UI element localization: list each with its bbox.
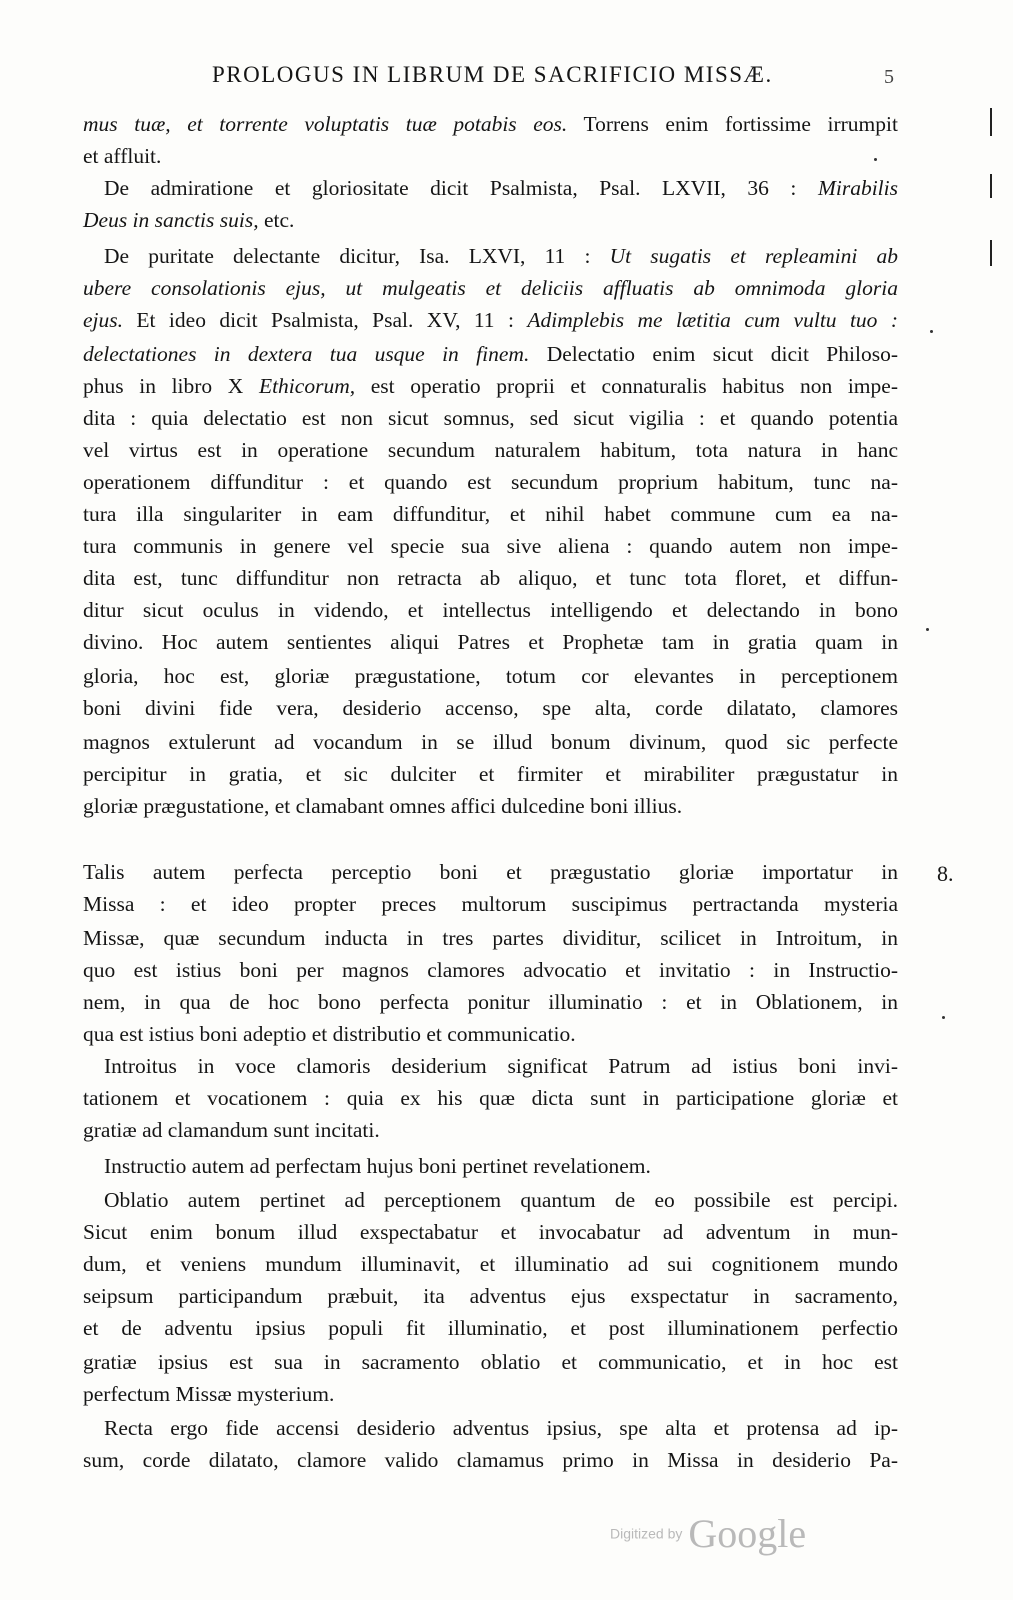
text-line: qua est istius boni adeptio et distributio et communicatio. <box>83 1022 576 1046</box>
text-line: sum, corde dilatato, clamore valido clamamus primo in Missa in desiderio Pa- <box>83 1448 898 1472</box>
text-line: perfectum Missæ mysterium. <box>83 1382 335 1406</box>
text-line: Instructio autem ad perfectam hujus boni pertinet revelationem. <box>104 1154 651 1178</box>
scan-edge-mark <box>990 174 992 198</box>
text-line: magnos extulerunt ad vocandum in se illud bonum divinum, quod sic perfecte <box>83 730 898 754</box>
text-line: phus in libro X Ethicorum, est operatio proprii et connaturalis habitus non impe- <box>83 374 898 398</box>
text-line: Recta ergo fide accensi desiderio adventus ipsius, spe alta et protensa ad ip- <box>104 1416 898 1440</box>
text-line: dita est, tunc diffunditur non retracta ab aliquo, et tunc tota floret, et diffun- <box>83 566 898 590</box>
text-line: tura illa singulariter in eam diffunditur, et nihil habet commune cum ea na- <box>83 502 898 526</box>
text-line: nem, in qua de hoc bono perfecta ponitur illuminatio : et in Oblationem, in <box>83 990 898 1014</box>
text-line: Missæ, quæ secundum inducta in tres partes dividitur, scilicet in Introitum, in <box>83 926 898 950</box>
text-line: mus tuæ, et torrente voluptatis tuæ potabis eos. Torrens enim fortissime irrumpit <box>83 112 898 136</box>
text-line: quo est istius boni per magnos clamores advocatio et invitatio : in Instructio- <box>83 958 898 982</box>
text-line: De admiratione et gloriositate dicit Psalmista, Psal. LXVII, 36 : Mirabilis <box>104 176 898 200</box>
text-line: Sicut enim bonum illud exspectabatur et invocabatur ad adventum in mun- <box>83 1220 898 1244</box>
text-line: percipitur in gratia, et sic dulciter et firmiter et mirabiliter prægustatur in <box>83 762 898 786</box>
text-line: delectationes in dextera tua usque in finem. Delectatio enim sicut dicit Philoso- <box>83 342 898 366</box>
scan-speck <box>942 1016 945 1019</box>
text-line: et de adventu ipsius populi fit illuminatio, et post illuminationem perfectio <box>83 1316 898 1340</box>
text-line: boni divini fide vera, desiderio accenso, spe alta, corde dilatato, clamores <box>83 696 898 720</box>
text-line: operationem diffunditur : et quando est secundum proprium habitum, tunc na- <box>83 470 898 494</box>
text-line: et affluit. <box>83 144 162 168</box>
scan-speck <box>926 628 929 631</box>
text-line: seipsum participandum præbuit, ita adventus ejus exspectatur in sacramento, <box>83 1284 898 1308</box>
text-line: dum, et veniens mundum illuminavit, et illuminatio ad sui cognitionem mundo <box>83 1252 898 1276</box>
text-line: gratiæ ipsius est sua in sacramento oblatio et communicatio, et in hoc est <box>83 1350 898 1374</box>
text-line: Oblatio autem pertinet ad perceptionem quantum de eo possibile est percipi. <box>104 1188 898 1212</box>
text-line: ubere consolationis ejus, ut mulgeatis et deliciis affluatis ab omnimoda gloria <box>83 276 898 300</box>
text-line: Deus in sanctis suis, etc. <box>83 208 295 232</box>
google-logo: Google <box>688 1511 807 1556</box>
text-line: ditur sicut oculus in videndo, et intellectus intelligendo et delectando in bono <box>83 598 898 622</box>
running-head: PROLOGUS IN LIBRUM DE SACRIFICIO MISSÆ. <box>212 62 773 87</box>
watermark-prefix: Digitized by <box>610 1525 683 1542</box>
text-line: tationem et vocationem : quia ex his quæ dicta sunt in participatione gloriæ et <box>83 1086 898 1110</box>
text-line: vel virtus est in operatione secundum naturalem habitum, tota natura in hanc <box>83 438 898 462</box>
text-line: gloriæ prægustatione, et clamabant omnes affici dulcedine boni illius. <box>83 794 683 818</box>
page-number: 5 <box>884 66 894 88</box>
scan-edge-mark <box>990 108 992 136</box>
text-line: Missa : et ideo propter preces multorum suscipimus pertractanda mysteria <box>83 892 898 916</box>
text-line: tura communis in genere vel specie sua sive aliena : quando autem non impe- <box>83 534 898 558</box>
text-line: De puritate delectante dicitur, Isa. LXVI, 11 : Ut sugatis et repleamini ab <box>104 244 898 268</box>
digitized-by-google-watermark <box>610 1510 806 1557</box>
scan-speck <box>874 158 877 161</box>
text-line: gloria, hoc est, gloriæ prægustatione, totum cor elevantes in perceptionem <box>83 664 898 688</box>
text-line: Talis autem perfecta perceptio boni et prægustatio gloriæ importatur in <box>83 860 898 884</box>
scan-speck <box>930 330 933 333</box>
margin-section-number: 8. <box>937 861 954 886</box>
scan-edge-mark <box>990 240 992 266</box>
text-line: ejus. Et ideo dicit Psalmista, Psal. XV, 11 : Adimplebis me lætitia cum vultu tuo : <box>83 308 898 332</box>
text-line: dita : quia delectatio est non sicut somnus, sed sicut vigilia : et quando potentia <box>83 406 898 430</box>
text-line: gratiæ ad clamandum sunt incitati. <box>83 1118 380 1142</box>
text-line: Introitus in voce clamoris desiderium significat Patrum ad istius boni invi- <box>104 1054 898 1078</box>
text-line: divino. Hoc autem sentientes aliqui Patres et Prophetæ tam in gratia quam in <box>83 630 898 654</box>
